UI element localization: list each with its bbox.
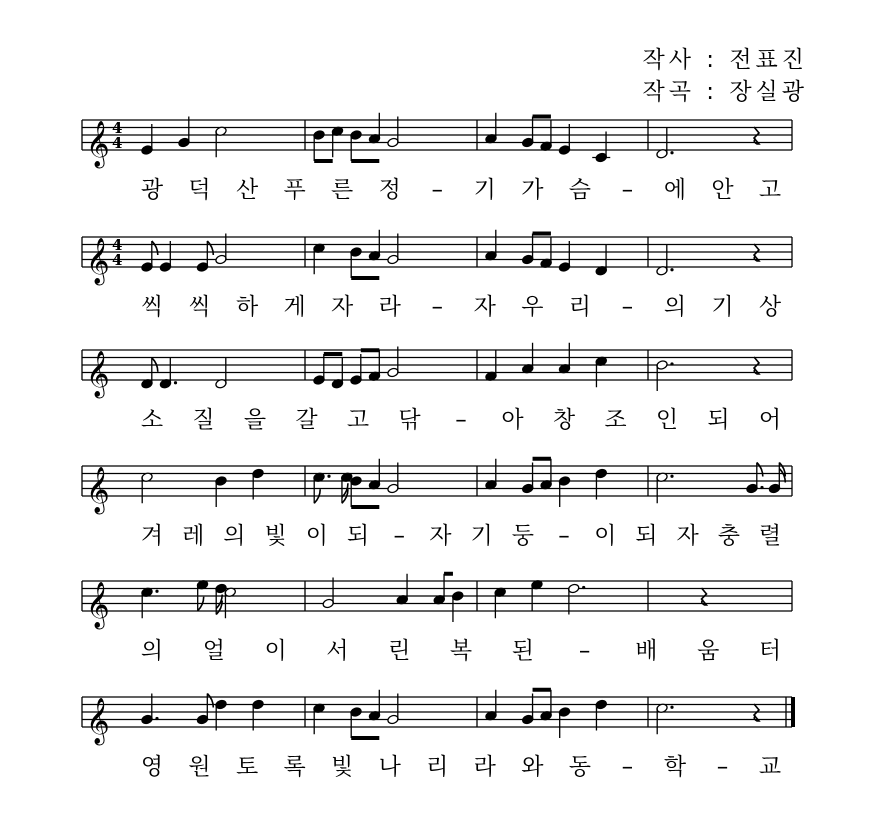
music-system bbox=[82, 230, 792, 320]
note bbox=[350, 476, 362, 507]
note-flag bbox=[757, 463, 763, 477]
augmentation-dot bbox=[670, 362, 673, 365]
lyric-syllable: – bbox=[431, 294, 443, 320]
note-flag bbox=[152, 241, 158, 255]
lyric-syllable: 른 bbox=[331, 177, 354, 203]
time-signature-top: 4 bbox=[112, 119, 123, 137]
lyric-syllable: 닦 bbox=[398, 407, 421, 433]
note bbox=[485, 459, 497, 490]
lyric-syllable: 원 bbox=[188, 754, 211, 780]
lyric-syllable: 의 bbox=[140, 638, 164, 664]
lyric-syllable: 레 bbox=[182, 523, 205, 549]
lyric-syllable: 동 bbox=[568, 754, 591, 780]
music-system bbox=[82, 343, 792, 433]
lyric-syllable: 광 bbox=[140, 177, 164, 203]
lyric-syllable: 고 bbox=[758, 177, 782, 203]
augmentation-dot bbox=[670, 151, 673, 154]
time-signature-bottom: 4 bbox=[112, 251, 123, 269]
note bbox=[313, 130, 325, 161]
lyric-syllable: 둥 bbox=[511, 523, 534, 549]
lyric-syllable: 터 bbox=[758, 638, 782, 664]
note-flag bbox=[207, 241, 213, 255]
lyric-syllable: 빛 bbox=[331, 754, 354, 780]
note bbox=[568, 583, 586, 614]
augmentation-dot bbox=[155, 717, 158, 720]
lyric-syllable: 씩 bbox=[140, 294, 164, 320]
note bbox=[592, 132, 610, 163]
treble-clef-icon: 𝄞 bbox=[86, 121, 110, 167]
note bbox=[141, 694, 159, 725]
music-system bbox=[82, 574, 792, 664]
treble-clef-icon: 𝄞 bbox=[86, 467, 110, 513]
lyric-syllable: – bbox=[621, 177, 634, 203]
note bbox=[350, 130, 362, 161]
lyric-syllable: 리 bbox=[568, 294, 591, 320]
note bbox=[368, 113, 380, 144]
note bbox=[178, 117, 190, 148]
note bbox=[141, 472, 153, 503]
treble-clef-icon: 𝄞 bbox=[86, 582, 110, 628]
note bbox=[452, 591, 464, 622]
lyric-syllable: 복 bbox=[449, 638, 473, 664]
note bbox=[485, 350, 497, 381]
note bbox=[540, 690, 552, 721]
treble-clef-icon: 𝄞 bbox=[86, 238, 110, 284]
note bbox=[656, 472, 674, 503]
lyric-syllable: 아 bbox=[501, 407, 524, 433]
lyric-syllable: 이 bbox=[264, 638, 287, 664]
note bbox=[558, 124, 570, 155]
note bbox=[196, 241, 208, 272]
note bbox=[331, 126, 343, 157]
note bbox=[656, 360, 674, 391]
note bbox=[656, 245, 674, 276]
note bbox=[433, 574, 445, 605]
lyric-syllable: 리 bbox=[426, 754, 449, 780]
lyric-syllable: – bbox=[716, 754, 729, 780]
note bbox=[595, 245, 607, 276]
note bbox=[215, 699, 227, 730]
note bbox=[387, 463, 399, 494]
lyric-syllable: 라 bbox=[378, 294, 401, 320]
note bbox=[196, 694, 208, 725]
augmentation-dot bbox=[582, 586, 585, 589]
note bbox=[656, 703, 674, 734]
lyric-syllable: 에 bbox=[663, 177, 687, 203]
augmentation-dot bbox=[670, 706, 673, 709]
music-system bbox=[82, 690, 795, 780]
note bbox=[331, 358, 343, 389]
lyric-syllable: 안 bbox=[711, 177, 734, 203]
note bbox=[224, 587, 236, 618]
lyric-syllable: 렬 bbox=[758, 523, 782, 549]
note bbox=[387, 347, 399, 378]
note bbox=[141, 587, 159, 618]
note bbox=[215, 476, 227, 507]
music-system bbox=[82, 459, 792, 549]
lyric-syllable: 산 bbox=[235, 177, 259, 203]
lyric-syllable: – bbox=[621, 754, 634, 780]
note bbox=[252, 468, 264, 499]
lyric-syllable: 이 bbox=[594, 523, 617, 549]
lyric-syllable: 덕 bbox=[188, 177, 211, 203]
note bbox=[313, 703, 325, 734]
note bbox=[368, 690, 380, 721]
note bbox=[368, 230, 380, 261]
lyric-syllable: 기 bbox=[711, 294, 734, 320]
lyric-syllable: 겨 bbox=[140, 523, 164, 549]
note bbox=[387, 234, 399, 265]
lyric-syllable: – bbox=[431, 177, 443, 203]
lyric-syllable: 린 bbox=[388, 638, 411, 664]
note bbox=[350, 247, 362, 278]
lyric-syllable: 상 bbox=[758, 294, 782, 320]
lyric-syllable: 기 bbox=[470, 523, 493, 549]
lyric-syllable: 조 bbox=[604, 407, 627, 433]
note bbox=[522, 694, 534, 725]
note bbox=[595, 468, 607, 499]
note bbox=[485, 113, 497, 144]
lyric-syllable: 서 bbox=[326, 638, 349, 664]
lyric-syllable: – bbox=[578, 638, 591, 664]
lyric-syllable: 가 bbox=[521, 177, 544, 203]
note bbox=[540, 237, 552, 268]
lyric-syllable: 의 bbox=[663, 294, 687, 320]
lyric-syllable: 의 bbox=[223, 523, 246, 549]
note bbox=[540, 120, 552, 151]
lyric-syllable: 학 bbox=[663, 754, 687, 780]
lyric-syllable: 슴 bbox=[568, 177, 591, 203]
lyric-syllable: 록 bbox=[283, 754, 306, 780]
note bbox=[558, 707, 570, 738]
note bbox=[558, 476, 570, 507]
final-barline bbox=[791, 697, 795, 727]
note bbox=[540, 459, 552, 490]
note bbox=[322, 578, 334, 609]
lyric-syllable: 우 bbox=[521, 294, 544, 320]
lyric-syllable: 푸 bbox=[283, 177, 306, 203]
lyric-syllable: 배 bbox=[635, 638, 658, 664]
treble-clef-icon: 𝄞 bbox=[86, 698, 110, 744]
lyric-syllable: 라 bbox=[473, 754, 496, 780]
note bbox=[387, 694, 399, 725]
lyric-syllable: 되 bbox=[635, 523, 658, 549]
note-flag bbox=[207, 694, 213, 708]
treble-clef-icon: 𝄞 bbox=[86, 351, 110, 397]
note bbox=[141, 124, 153, 155]
note bbox=[159, 241, 171, 272]
note bbox=[159, 358, 177, 389]
lyric-syllable: 소 bbox=[140, 407, 164, 433]
note bbox=[494, 587, 506, 618]
note bbox=[215, 234, 227, 265]
note bbox=[350, 707, 362, 738]
lyric-syllable: 토 bbox=[235, 754, 259, 780]
note bbox=[368, 459, 380, 490]
lyric-syllable: 고 bbox=[346, 407, 370, 433]
note bbox=[313, 243, 325, 274]
note bbox=[531, 579, 543, 610]
lyric-syllable: 창 bbox=[552, 407, 576, 433]
note bbox=[522, 343, 534, 374]
augmentation-dot bbox=[174, 381, 177, 384]
augmentation-dot bbox=[327, 475, 330, 478]
note bbox=[313, 472, 331, 503]
lyric-syllable: 되 bbox=[346, 523, 370, 549]
lyric-syllable: 자 bbox=[429, 523, 452, 549]
lyric-syllable: 빛 bbox=[264, 523, 287, 549]
note bbox=[522, 463, 534, 494]
composer-credit: 작곡 : 장실광 bbox=[642, 79, 808, 105]
time-signature-bottom: 4 bbox=[112, 134, 123, 152]
lyric-syllable: 움 bbox=[697, 638, 720, 664]
lyric-syllable: 씩 bbox=[188, 294, 211, 320]
note bbox=[196, 579, 208, 610]
lyric-syllable: 나 bbox=[378, 754, 401, 780]
note bbox=[656, 128, 674, 159]
lyric-syllable: – bbox=[621, 294, 634, 320]
note bbox=[215, 358, 227, 389]
lyric-syllable: 교 bbox=[758, 754, 782, 780]
note bbox=[522, 234, 534, 265]
lyric-syllable: 하 bbox=[235, 294, 259, 320]
lyric-syllable: 얼 bbox=[202, 638, 225, 664]
lyric-syllable: 을 bbox=[243, 407, 267, 433]
lyric-syllable: 게 bbox=[283, 294, 306, 320]
lyric-syllable: – bbox=[455, 407, 467, 433]
lyric-syllable: 이 bbox=[305, 523, 328, 549]
lyric-syllable: 되 bbox=[707, 407, 730, 433]
lyric-syllable: 자 bbox=[676, 523, 699, 549]
augmentation-dot bbox=[760, 486, 763, 489]
note bbox=[350, 354, 362, 385]
lyric-syllable: 와 bbox=[521, 754, 544, 780]
note bbox=[141, 358, 153, 389]
note bbox=[485, 690, 497, 721]
lyric-syllable: – bbox=[558, 523, 570, 549]
lyric-syllable: 질 bbox=[192, 407, 215, 433]
lyric-syllable: 영 bbox=[140, 754, 164, 780]
note bbox=[768, 463, 780, 494]
lyric-syllable: 자 bbox=[473, 294, 496, 320]
note bbox=[215, 126, 227, 157]
lyric-syllable: 된 bbox=[511, 638, 534, 664]
lyric-syllable: 정 bbox=[378, 177, 401, 203]
note bbox=[396, 574, 408, 605]
note bbox=[141, 241, 153, 272]
lyricist-credit: 작사 : 전표진 bbox=[642, 47, 808, 73]
time-signature-top: 4 bbox=[112, 236, 123, 254]
note bbox=[558, 343, 570, 374]
lyric-syllable: 인 bbox=[655, 407, 679, 433]
note bbox=[252, 699, 264, 730]
note bbox=[313, 354, 325, 385]
note bbox=[522, 117, 534, 148]
augmentation-dot bbox=[670, 268, 673, 271]
lyric-syllable: 어 bbox=[758, 407, 782, 433]
note bbox=[485, 230, 497, 261]
note bbox=[368, 350, 380, 381]
note bbox=[387, 117, 399, 148]
note bbox=[558, 241, 570, 272]
lyric-syllable: 충 bbox=[717, 523, 740, 549]
note bbox=[595, 699, 607, 730]
augmentation-dot bbox=[155, 590, 158, 593]
music-system bbox=[82, 113, 792, 203]
lyric-syllable: 자 bbox=[331, 294, 354, 320]
augmentation-dot bbox=[670, 475, 673, 478]
lyric-syllable: 갈 bbox=[295, 407, 318, 433]
note bbox=[595, 356, 607, 387]
lyric-syllable: 기 bbox=[473, 177, 496, 203]
lyric-syllable: – bbox=[393, 523, 405, 549]
